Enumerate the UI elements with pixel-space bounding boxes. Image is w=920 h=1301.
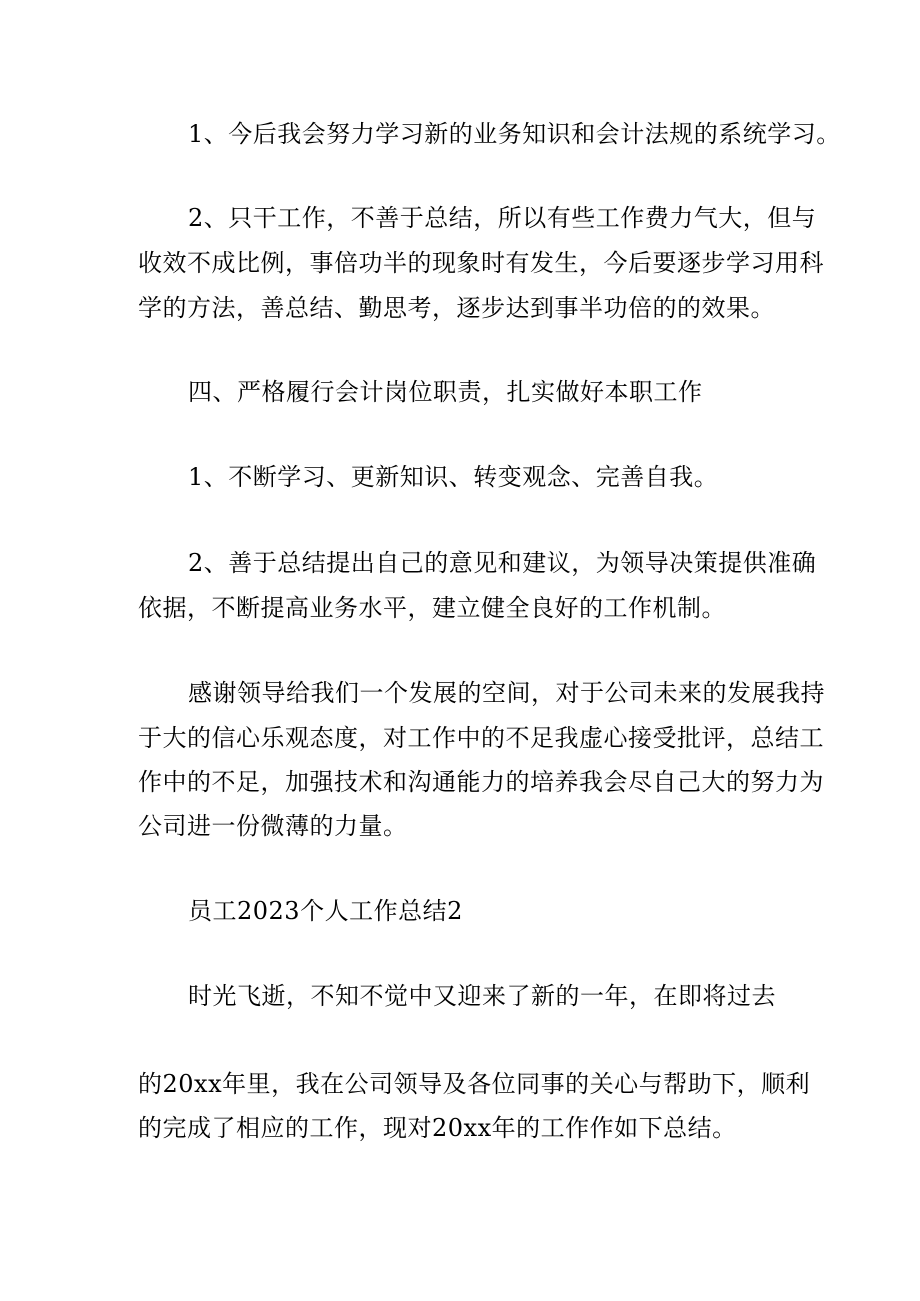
paragraph-line-12: 时光飞逝，不知不觉中又迎来了新的一年，在即将过去 [188, 982, 776, 1010]
section-heading: 四、严格履行会计岗位职责，扎实做好本职工作 [188, 378, 703, 406]
paragraph-line-1: 1、今后我会努力学习新的业务知识和会计法规的系统学习。 [188, 120, 841, 148]
paragraph-line-10: 作中的不足，加强技术和沟通能力的培养我会尽自己大的努力为 [138, 768, 824, 796]
paragraph-line-2: 2、只干工作，不善于总结，所以有些工作费力气大，但与 [188, 204, 817, 232]
paragraph-line-13: 的20xx年里，我在公司领导及各位同事的关心与帮助下，顺利 [138, 1070, 811, 1098]
paragraph-line-5: 1、不断学习、更新知识、转变观念、完善自我。 [188, 463, 719, 491]
paragraph-line-14: 的完成了相应的工作，现对20xx年的工作作如下总结。 [138, 1114, 737, 1142]
paragraph-line-7: 依据，不断提高业务水平，建立健全良好的工作机制。 [138, 594, 726, 622]
section-title: 员工2023个人工作总结2 [188, 897, 463, 925]
paragraph-line-8: 感谢领导给我们一个发展的空间，对于公司未来的发展我持 [188, 679, 825, 707]
paragraph-line-3: 收效不成比例，事倍功半的现象时有发生，今后要逐步学习用科 [138, 249, 824, 277]
paragraph-line-4: 学的方法，善总结、勤思考，逐步达到事半功倍的的效果。 [138, 294, 775, 322]
paragraph-line-9: 于大的信心乐观态度，对工作中的不足我虚心接受批评，总结工 [138, 724, 824, 752]
paragraph-line-6: 2、善于总结提出自己的意见和建议，为领导决策提供准确 [188, 549, 817, 577]
paragraph-line-11: 公司进一份微薄的力量。 [138, 812, 408, 840]
